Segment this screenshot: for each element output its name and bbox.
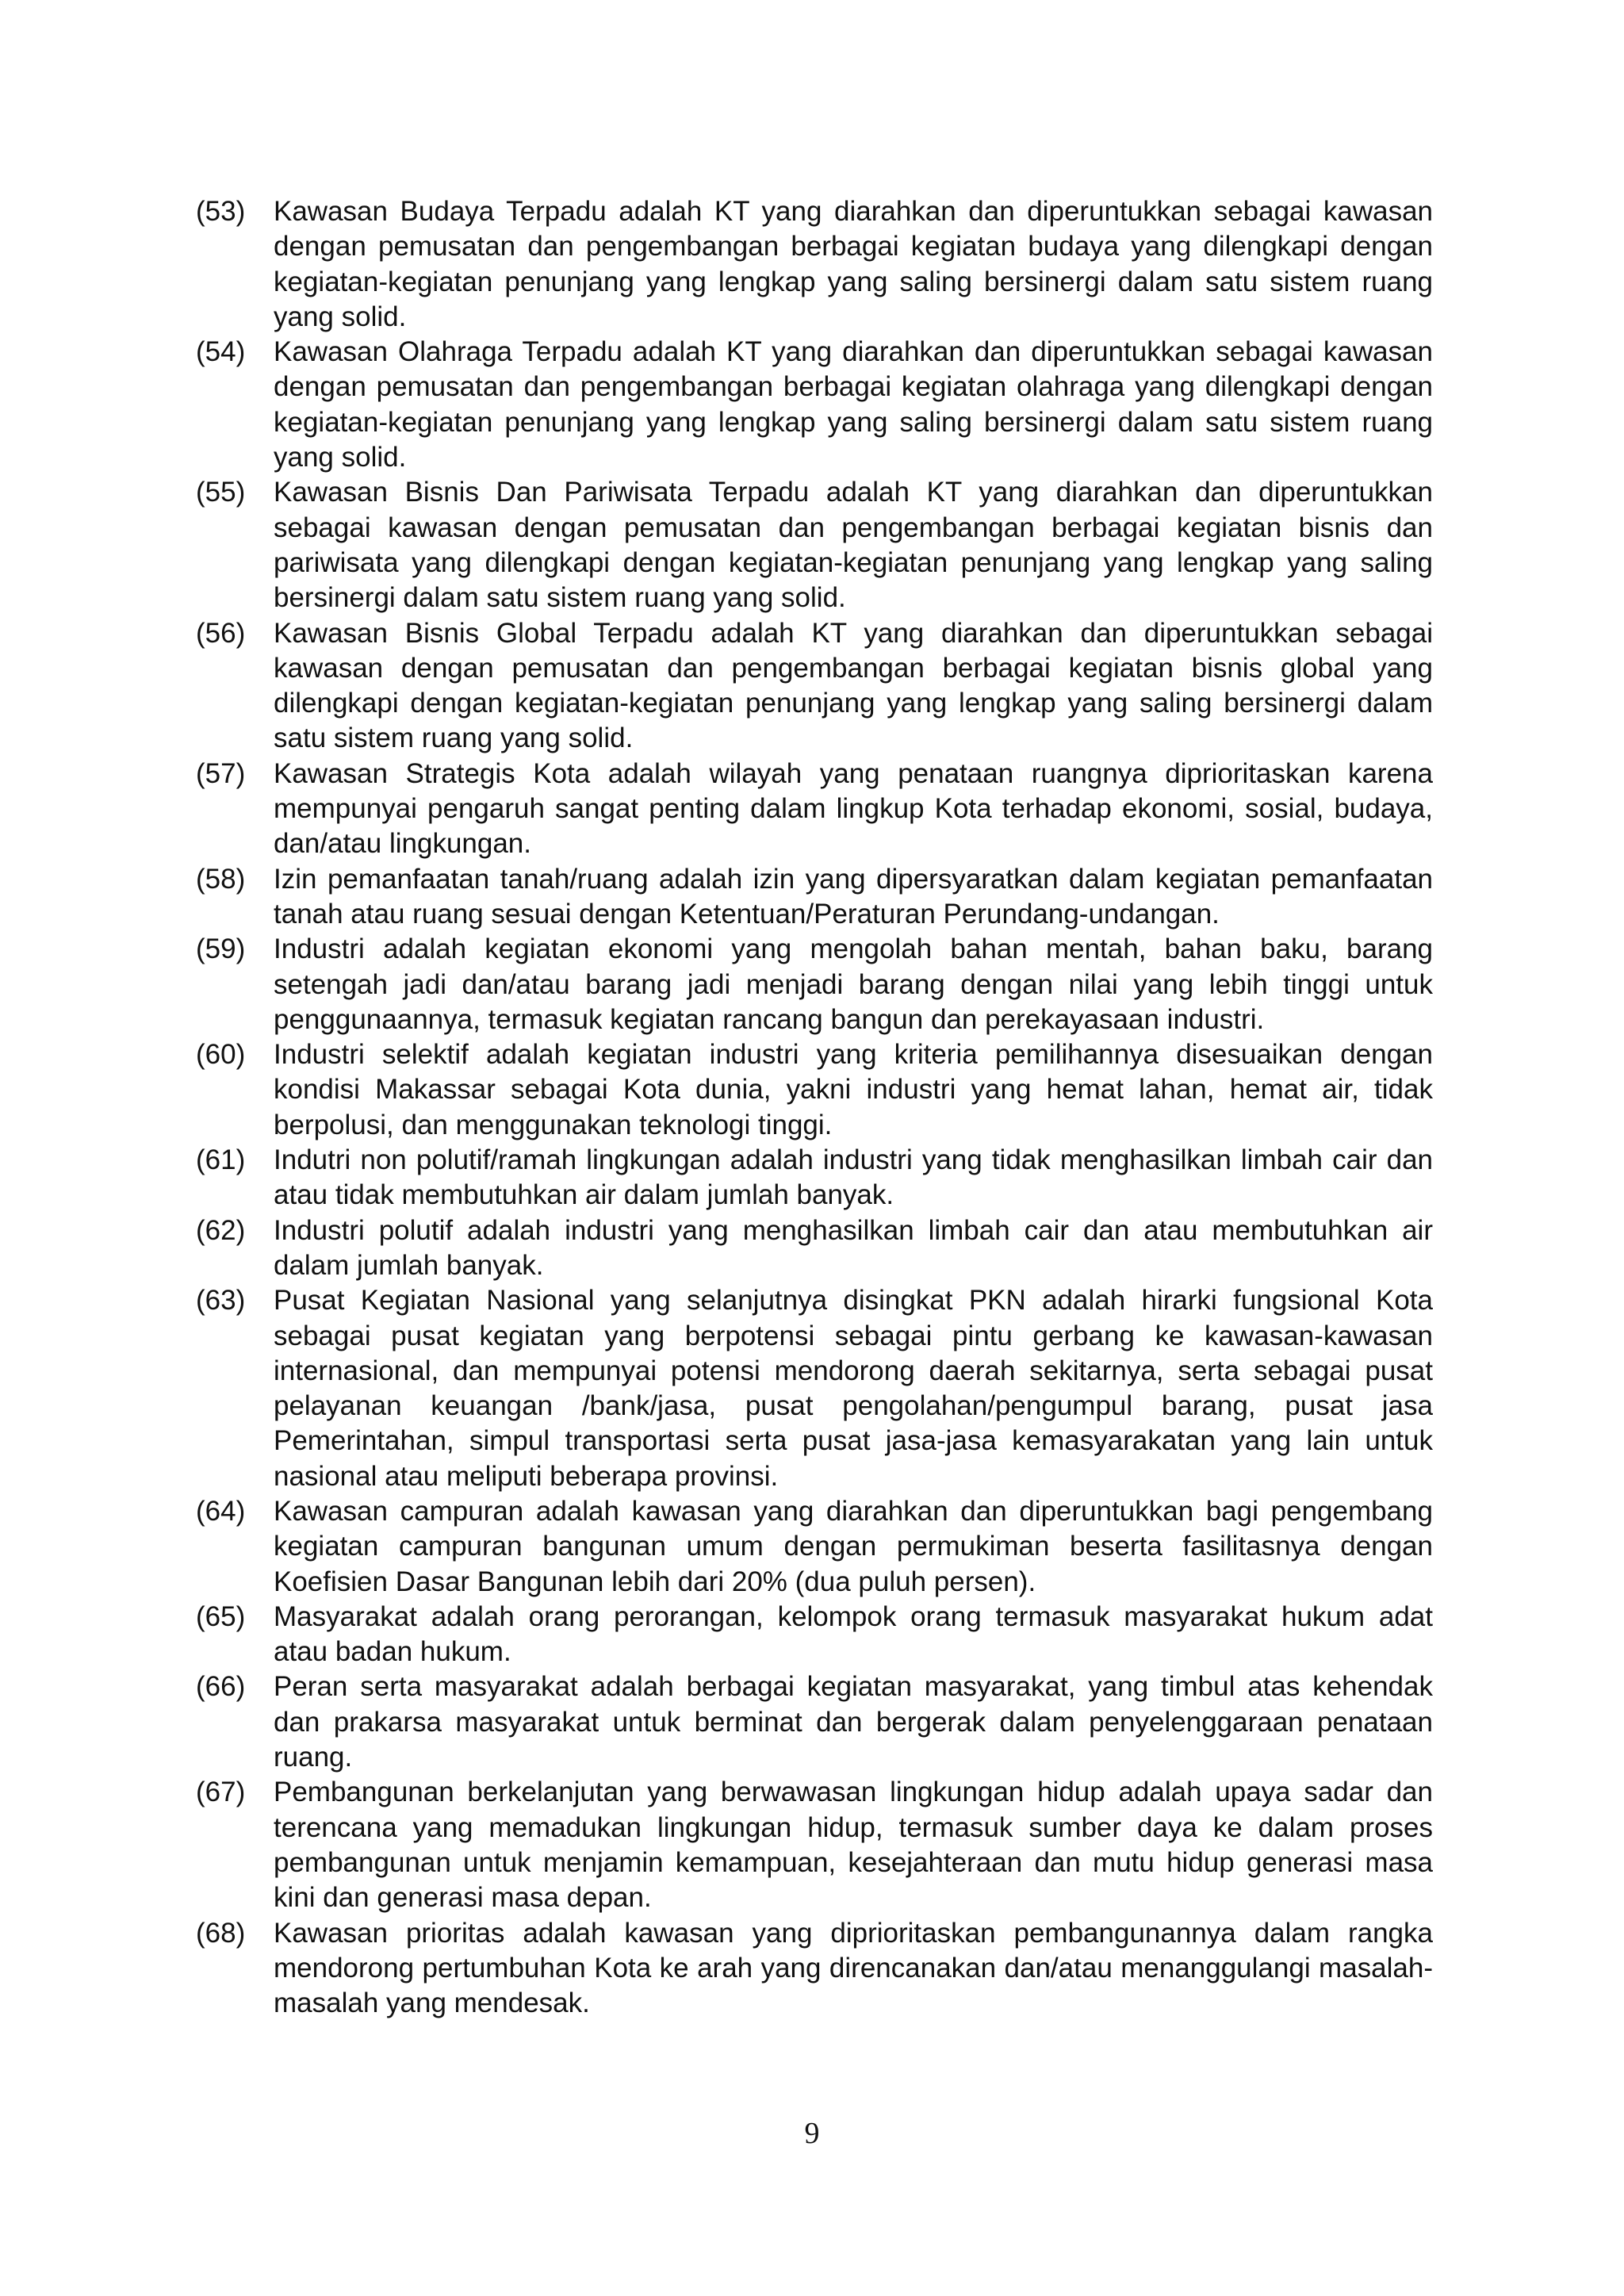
definition-text: Pembangunan berkelanjutan yang berwawasan lingkungan hidup adalah upaya sadar dan terencana yang memadukan lingkungan hidup, termasuk sumber daya ke dalam proses pembangunan untuk menjamin kemampuan, kesejahteraan dan mutu hidup generasi masa kini dan generasi masa depan. — [274, 1777, 1433, 1914]
definition-item-57 — [196, 757, 1433, 862]
definition-text: Izin pemanfaatan tanah/ruang adalah izin yang dipersyaratkan dalam kegiatan pemanfaatan tanah atau ruang sesuai dengan Ketentuan/Peraturan Perundang-undangan. — [274, 863, 1433, 930]
definition-item-58 — [196, 862, 1433, 933]
definition-number: (54) — [196, 336, 246, 368]
definition-text: Kawasan Strategis Kota adalah wilayah yang penataan ruangnya diprioritaskan karena mempunyai pengaruh sangat penting dalam lingkup Kota terhadap ekonomi, sosial, budaya, dan/atau lingkungan. — [274, 757, 1433, 860]
definition-number: (60) — [196, 1039, 246, 1071]
definition-number: (64) — [196, 1495, 246, 1527]
definition-item-65 — [196, 1600, 1433, 1670]
definition-text: Industri adalah kegiatan ekonomi yang mengolah bahan mentah, bahan baku, barang setengah jadi dan/atau barang jadi menjadi barang dengan nilai yang lebih tinggi untuk penggunaannya, termasuk kegiatan rancang bangun dan perekayasaan industri. — [274, 933, 1433, 1035]
definition-item-61 — [196, 1143, 1433, 1213]
definition-item-62 — [196, 1213, 1433, 1284]
definition-number: (58) — [196, 863, 246, 895]
page-number: 9 — [804, 2117, 820, 2150]
definition-text: Peran serta masyarakat adalah berbagai kegiatan masyarakat, yang timbul atas kehendak dan prakarsa masyarakat untuk berminat dan bergerak dalam penyelenggaraan penataan ruang. — [274, 1671, 1433, 1773]
definition-number: (62) — [196, 1214, 246, 1246]
definition-text: Kawasan Budaya Terpadu adalah KT yang diarahkan dan diperuntukkan sebagai kawasan dengan pemusatan dan pengembangan berbagai kegiatan budaya yang dilengkapi dengan kegiatan-kegiatan penunjang yang lengkap yang saling bersinergi dalam satu sistem ruang yang solid. — [274, 196, 1433, 332]
definition-number: (55) — [196, 477, 246, 508]
definition-number: (67) — [196, 1777, 246, 1808]
definition-item-56 — [196, 616, 1433, 757]
definition-number: (65) — [196, 1600, 246, 1632]
definition-text: Indutri non polutif/ramah lingkungan adalah industri yang tidak menghasilkan limbah cair dan atau tidak membutuhkan air dalam jumlah banyak. — [274, 1144, 1433, 1211]
definition-text: Kawasan Bisnis Dan Pariwisata Terpadu adalah KT yang diarahkan dan diperuntukkan sebagai kawasan dengan pemusatan dan pengembangan berbagai kegiatan bisnis dan pariwisata yang dilengkapi dengan kegiatan-kegiatan penunjang yang lengkap yang saling bersinergi dalam satu sistem ruang yang solid. — [274, 477, 1433, 614]
definition-item-68 — [196, 1916, 1433, 2022]
definition-item-53 — [196, 194, 1433, 335]
definition-list — [196, 194, 1433, 2021]
definition-number: (68) — [196, 1917, 246, 1949]
definition-number: (53) — [196, 196, 246, 227]
definition-number: (56) — [196, 617, 246, 649]
definition-text: Industri selektif adalah kegiatan industri yang kriteria pemilihannya disesuaikan dengan kondisi Makassar sebagai Kota dunia, yakni industri yang hemat lahan, hemat air, tidak berpolusi, dan menggunakan teknologi tinggi. — [274, 1039, 1433, 1140]
definition-number: (57) — [196, 757, 246, 789]
definition-text: Kawasan prioritas adalah kawasan yang diprioritaskan pembangunannya dalam rangka mendorong pertumbuhan Kota ke arah yang direncanakan dan/atau menanggulangi masalah-masalah yang mendesak. — [274, 1917, 1433, 2019]
definition-number: (63) — [196, 1285, 246, 1317]
definition-item-55 — [196, 475, 1433, 615]
definition-number: (61) — [196, 1144, 246, 1176]
definition-item-66 — [196, 1669, 1433, 1775]
definition-text: Kawasan Olahraga Terpadu adalah KT yang diarahkan dan diperuntukkan sebagai kawasan dengan pemusatan dan pengembangan berbagai kegiatan olahraga yang dilengkapi dengan kegiatan-kegiatan penunjang yang lengkap yang saling bersinergi dalam satu sistem ruang yang solid. — [274, 336, 1433, 473]
definition-item-63 — [196, 1283, 1433, 1494]
definition-text: Industri polutif adalah industri yang menghasilkan limbah cair dan atau membutuhkan air dalam jumlah banyak. — [274, 1214, 1433, 1281]
definition-item-67 — [196, 1775, 1433, 1915]
definition-item-54 — [196, 335, 1433, 475]
definition-text: Kawasan campuran adalah kawasan yang diarahkan dan diperuntukkan bagi pengembang kegiatan campuran bangunan umum dengan permukiman beserta fasilitasnya dengan Koefisien Dasar Bangunan lebih dari 20% (dua puluh persen). — [274, 1495, 1433, 1597]
definition-text: Pusat Kegiatan Nasional yang selanjutnya disingkat PKN adalah hirarki fungsional Kota sebagai pusat kegiatan yang berpotensi sebagai pintu gerbang ke kawasan-kawasan internasional, dan mempunyai potensi mendorong daerah sekitarnya, serta sebagai pusat pelayanan keuangan /bank/jasa, pusat pengolahan/pengumpul barang, pusat jasa Pemerintahan, simpul transportasi serta pusat jasa-jasa kemasyarakatan yang lain untuk nasional atau meliputi beberapa provinsi. — [274, 1285, 1433, 1492]
definition-number: (66) — [196, 1671, 246, 1703]
definition-item-59 — [196, 932, 1433, 1037]
definition-number: (59) — [196, 933, 246, 965]
definition-text: Kawasan Bisnis Global Terpadu adalah KT yang diarahkan dan diperuntukkan sebagai kawasan dengan pemusatan dan pengembangan berbagai kegiatan bisnis global yang dilengkapi dengan kegiatan-kegiatan penunjang yang lengkap yang saling bersinergi dalam satu sistem ruang yang solid. — [274, 617, 1433, 754]
definition-text: Masyarakat adalah orang perorangan, kelompok orang termasuk masyarakat hukum adat atau badan hukum. — [274, 1600, 1433, 1668]
definition-item-60 — [196, 1037, 1433, 1143]
definition-item-64 — [196, 1494, 1433, 1600]
